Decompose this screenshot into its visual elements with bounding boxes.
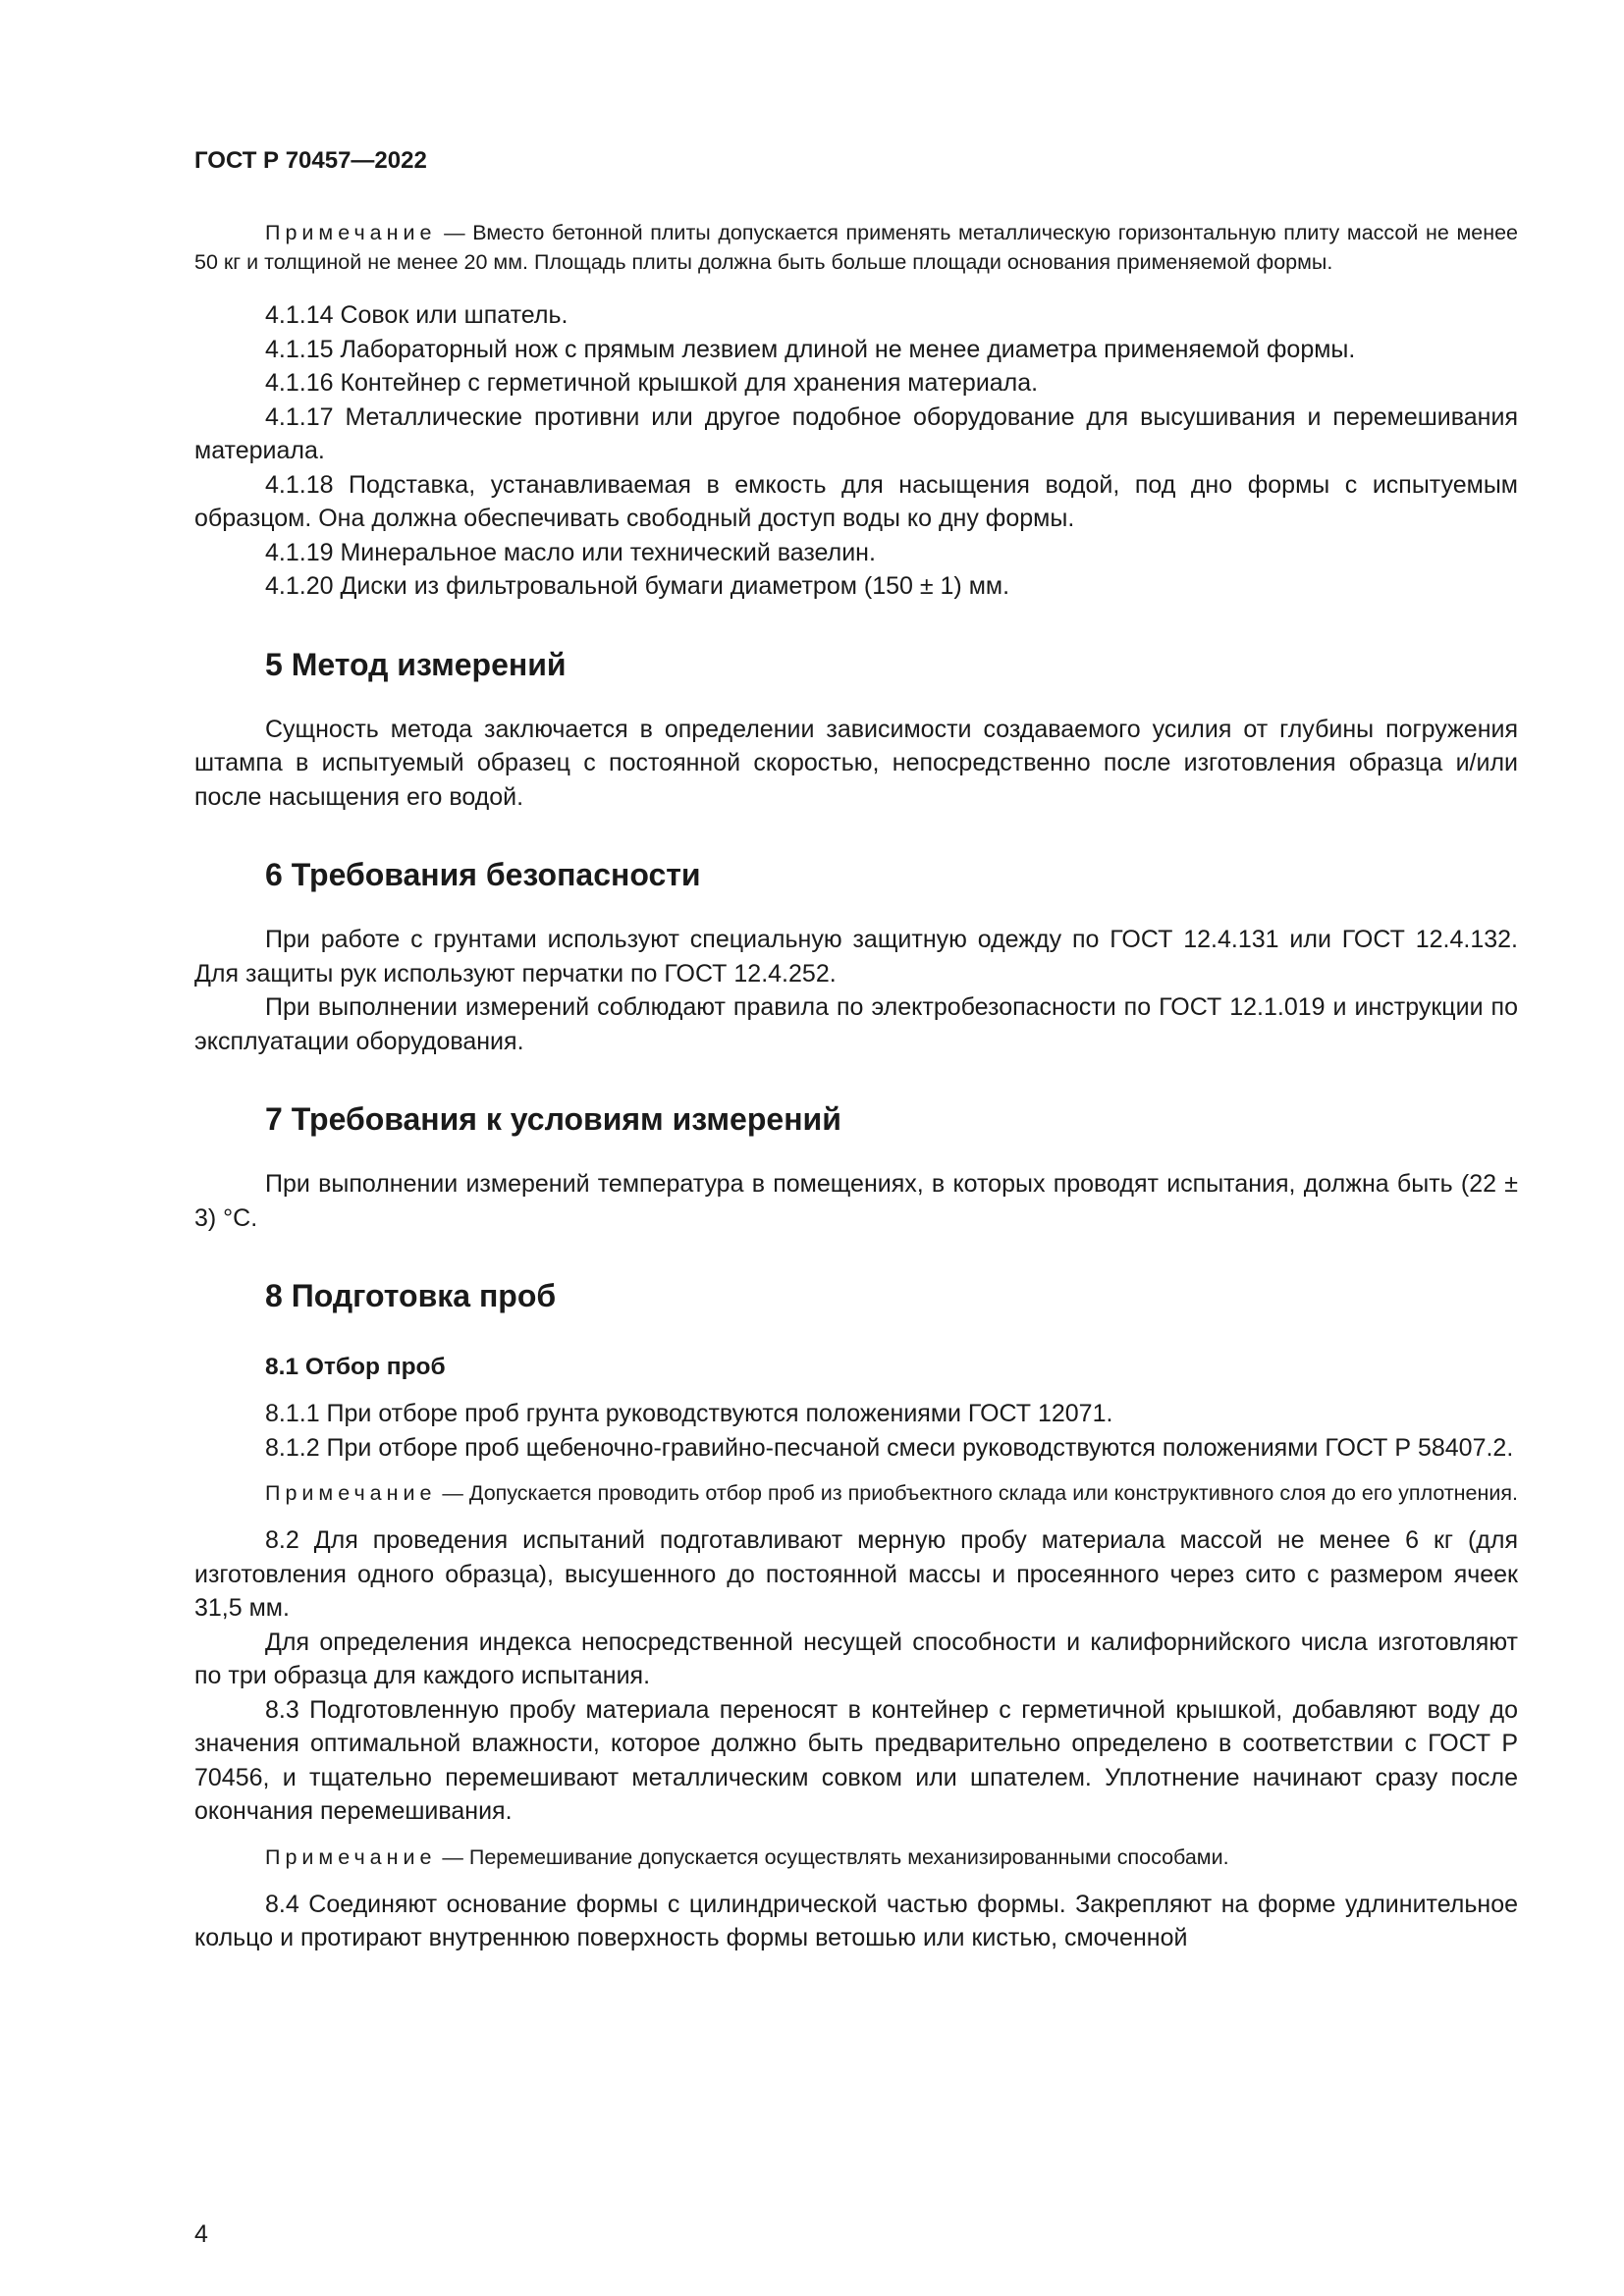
list-item: 4.1.18 Подставка, устанавливаемая в емкость для насыщения водой, под дно формы с испытуемым образцом. Она должна обеспечивать свободный доступ воды ко дну формы.	[194, 470, 1518, 532]
list-item: 4.1.17 Металлические противни или другое подобное оборудование для высушивания и перемешивания материала.	[194, 402, 1518, 464]
list-item: 4.1.19 Минеральное масло или технический вазелин.	[265, 538, 876, 566]
paragraph: При выполнении измерений соблюдают правила по электробезопасности по ГОСТ 12.1.019 и инструкции по эксплуатации оборудования.	[194, 993, 1518, 1055]
list-item: 4.1.14 Совок или шпатель.	[265, 301, 568, 329]
equipment-list	[194, 298, 1518, 604]
note-text: — Допускается проводить отбор проб из приобъектного склада или конструктивного слоя до его уплотнения.	[436, 1481, 1519, 1505]
paragraph: 8.1.2 При отборе проб щебеночно-гравийно-песчаной смеси руководствуются положениями ГОСТ Р 58407.2.	[265, 1433, 1514, 1462]
section-heading-6: 6 Требования безопасности	[265, 857, 701, 892]
section-heading-8: 8 Подготовка проб	[265, 1278, 557, 1313]
paragraph: 8.3 Подготовленную пробу материала переносят в контейнер с герметичной крышкой, добавляют воду до значения оптимальной влажности, которое должно быть предварительно определено в соответствии с ГОСТ Р 70456, и тщательно перемешивают металлическим совком или шпателем. Уплотнение начинают сразу после окончания перемешивания.	[194, 1695, 1518, 1825]
paragraph: 8.1.1 При отборе проб грунта руководствуются положениями ГОСТ 12071.	[265, 1400, 1113, 1427]
note-label: Примечание	[265, 1481, 437, 1505]
paragraph: Сущность метода заключается в определении зависимости создаваемого усилия от глубины погружения штампа в испытуемый образец с постоянной скоростью, непосредственно после изготовления образца и/или после насыщения его водой.	[194, 715, 1518, 811]
note	[194, 1478, 1518, 1508]
note-label: Примечание	[265, 1844, 437, 1869]
list-item: 4.1.16 Контейнер с герметичной крышкой для хранения материала.	[265, 369, 1039, 397]
note	[194, 1842, 1518, 1872]
paragraph: 8.4 Соединяют основание формы с цилиндрической частью формы. Закрепляют на форме удлинительное кольцо и протирают внутреннюю поверхность формы ветошью или кистью, смоченной	[194, 1890, 1518, 1951]
note-text: — Вместо бетонной плиты допускается применять металлическую горизонтальную плиту массой не менее 50 кг и толщиной не менее 20 мм. Площадь плиты должна быть больше площади основания применяемой формы.	[194, 221, 1518, 274]
document-header: ГОСТ Р 70457—2022	[194, 147, 427, 174]
paragraph: При выполнении измерений температура в помещениях, в которых проводят испытания, должна быть (22 ± 3) °C.	[194, 1170, 1518, 1232]
subsection-heading-8-1: 8.1 Отбор проб	[265, 1354, 446, 1380]
paragraph: Для определения индекса непосредственной несущей способности и калифорнийского числа изготовляют по три образца для каждого испытания.	[194, 1628, 1518, 1689]
note-text: — Перемешивание допускается осуществлять механизированными способами.	[436, 1844, 1229, 1869]
paragraph: 8.2 Для проведения испытаний подготавливают мерную пробу материала массой не менее 6 кг (для изготовления одного образца), высушенного до постоянной массы и просеянного через сито с размером ячеек 31,5 мм.	[194, 1526, 1518, 1622]
section-heading-5: 5 Метод измерений	[265, 646, 567, 682]
section-heading-7: 7 Требования к условиям измерений	[265, 1101, 841, 1137]
list-item: 4.1.15 Лабораторный нож с прямым лезвием длиной не менее диаметра применяемой формы.	[265, 335, 1356, 363]
list-item: 4.1.20 Диски из фильтровальной бумаги диаметром (150 ± 1) мм.	[265, 572, 1010, 600]
page-number: 4	[194, 2220, 208, 2248]
note	[194, 218, 1518, 277]
note-label: Примечание	[265, 221, 437, 244]
paragraph: При работе с грунтами используют специальную защитную одежду по ГОСТ 12.4.131 или ГОСТ 12.4.132. Для защиты рук используют перчатки по ГОСТ 12.4.252.	[194, 926, 1518, 988]
